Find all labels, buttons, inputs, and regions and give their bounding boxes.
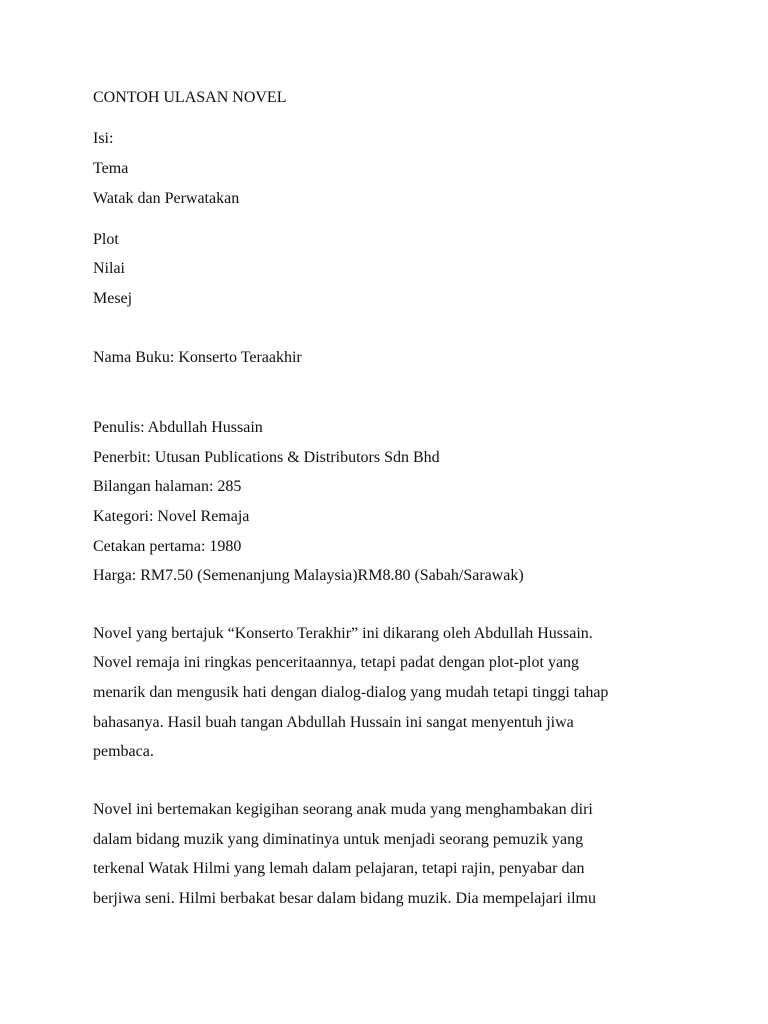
document-title: CONTOH ULASAN NOVEL — [93, 89, 287, 106]
paragraph1-line: Novel remaja ini ringkas penceritaannya, tetapi padat dengan plot-plot yang — [93, 654, 580, 671]
paragraph2-line: berjiwa seni. Hilmi berbakat besar dalam bidang muzik. Dia mempelajari ilmu — [93, 890, 596, 907]
isi-item-nilai: Nilai — [93, 260, 125, 277]
isi-heading: Isi: — [93, 130, 114, 147]
isi-item-watak: Watak dan Perwatakan — [93, 190, 240, 207]
isi-item-plot: Plot — [93, 231, 119, 248]
book-author: Penulis: Abdullah Hussain — [93, 419, 263, 436]
isi-item-tema: Tema — [93, 160, 129, 177]
isi-item-mesej: Mesej — [93, 290, 133, 307]
book-category: Kategori: Novel Remaja — [93, 508, 250, 525]
paragraph1-line: pembaca. — [93, 743, 154, 760]
paragraph2-line: terkenal Watak Hilmi yang lemah dalam pelajaran, tetapi rajin, penyabar dan — [93, 860, 585, 877]
book-first-print: Cetakan pertama: 1980 — [93, 538, 242, 555]
book-publisher: Penerbit: Utusan Publications & Distributors Sdn Bhd — [93, 449, 440, 466]
book-price: Harga: RM7.50 (Semenanjung Malaysia)RM8.80 (Sabah/Sarawak) — [93, 567, 524, 584]
book-pages: Bilangan halaman: 285 — [93, 478, 242, 495]
paragraph2-line: dalam bidang muzik yang diminatinya untuk menjadi seorang pemuzik yang — [93, 831, 584, 848]
paragraph1-line: menarik dan mengusik hati dengan dialog-dialog yang mudah tetapi tinggi tahap — [93, 684, 609, 701]
book-name: Nama Buku: Konserto Teraakhir — [93, 349, 302, 366]
paragraph1-line: bahasanya. Hasil buah tangan Abdullah Hussain ini sangat menyentuh jiwa — [93, 714, 574, 731]
paragraph2-line: Novel ini bertemakan kegigihan seorang anak muda yang menghambakan diri — [93, 801, 593, 818]
paragraph1-line: Novel yang bertajuk “Konserto Terakhir” ini dikarang oleh Abdullah Hussain. — [93, 625, 593, 642]
